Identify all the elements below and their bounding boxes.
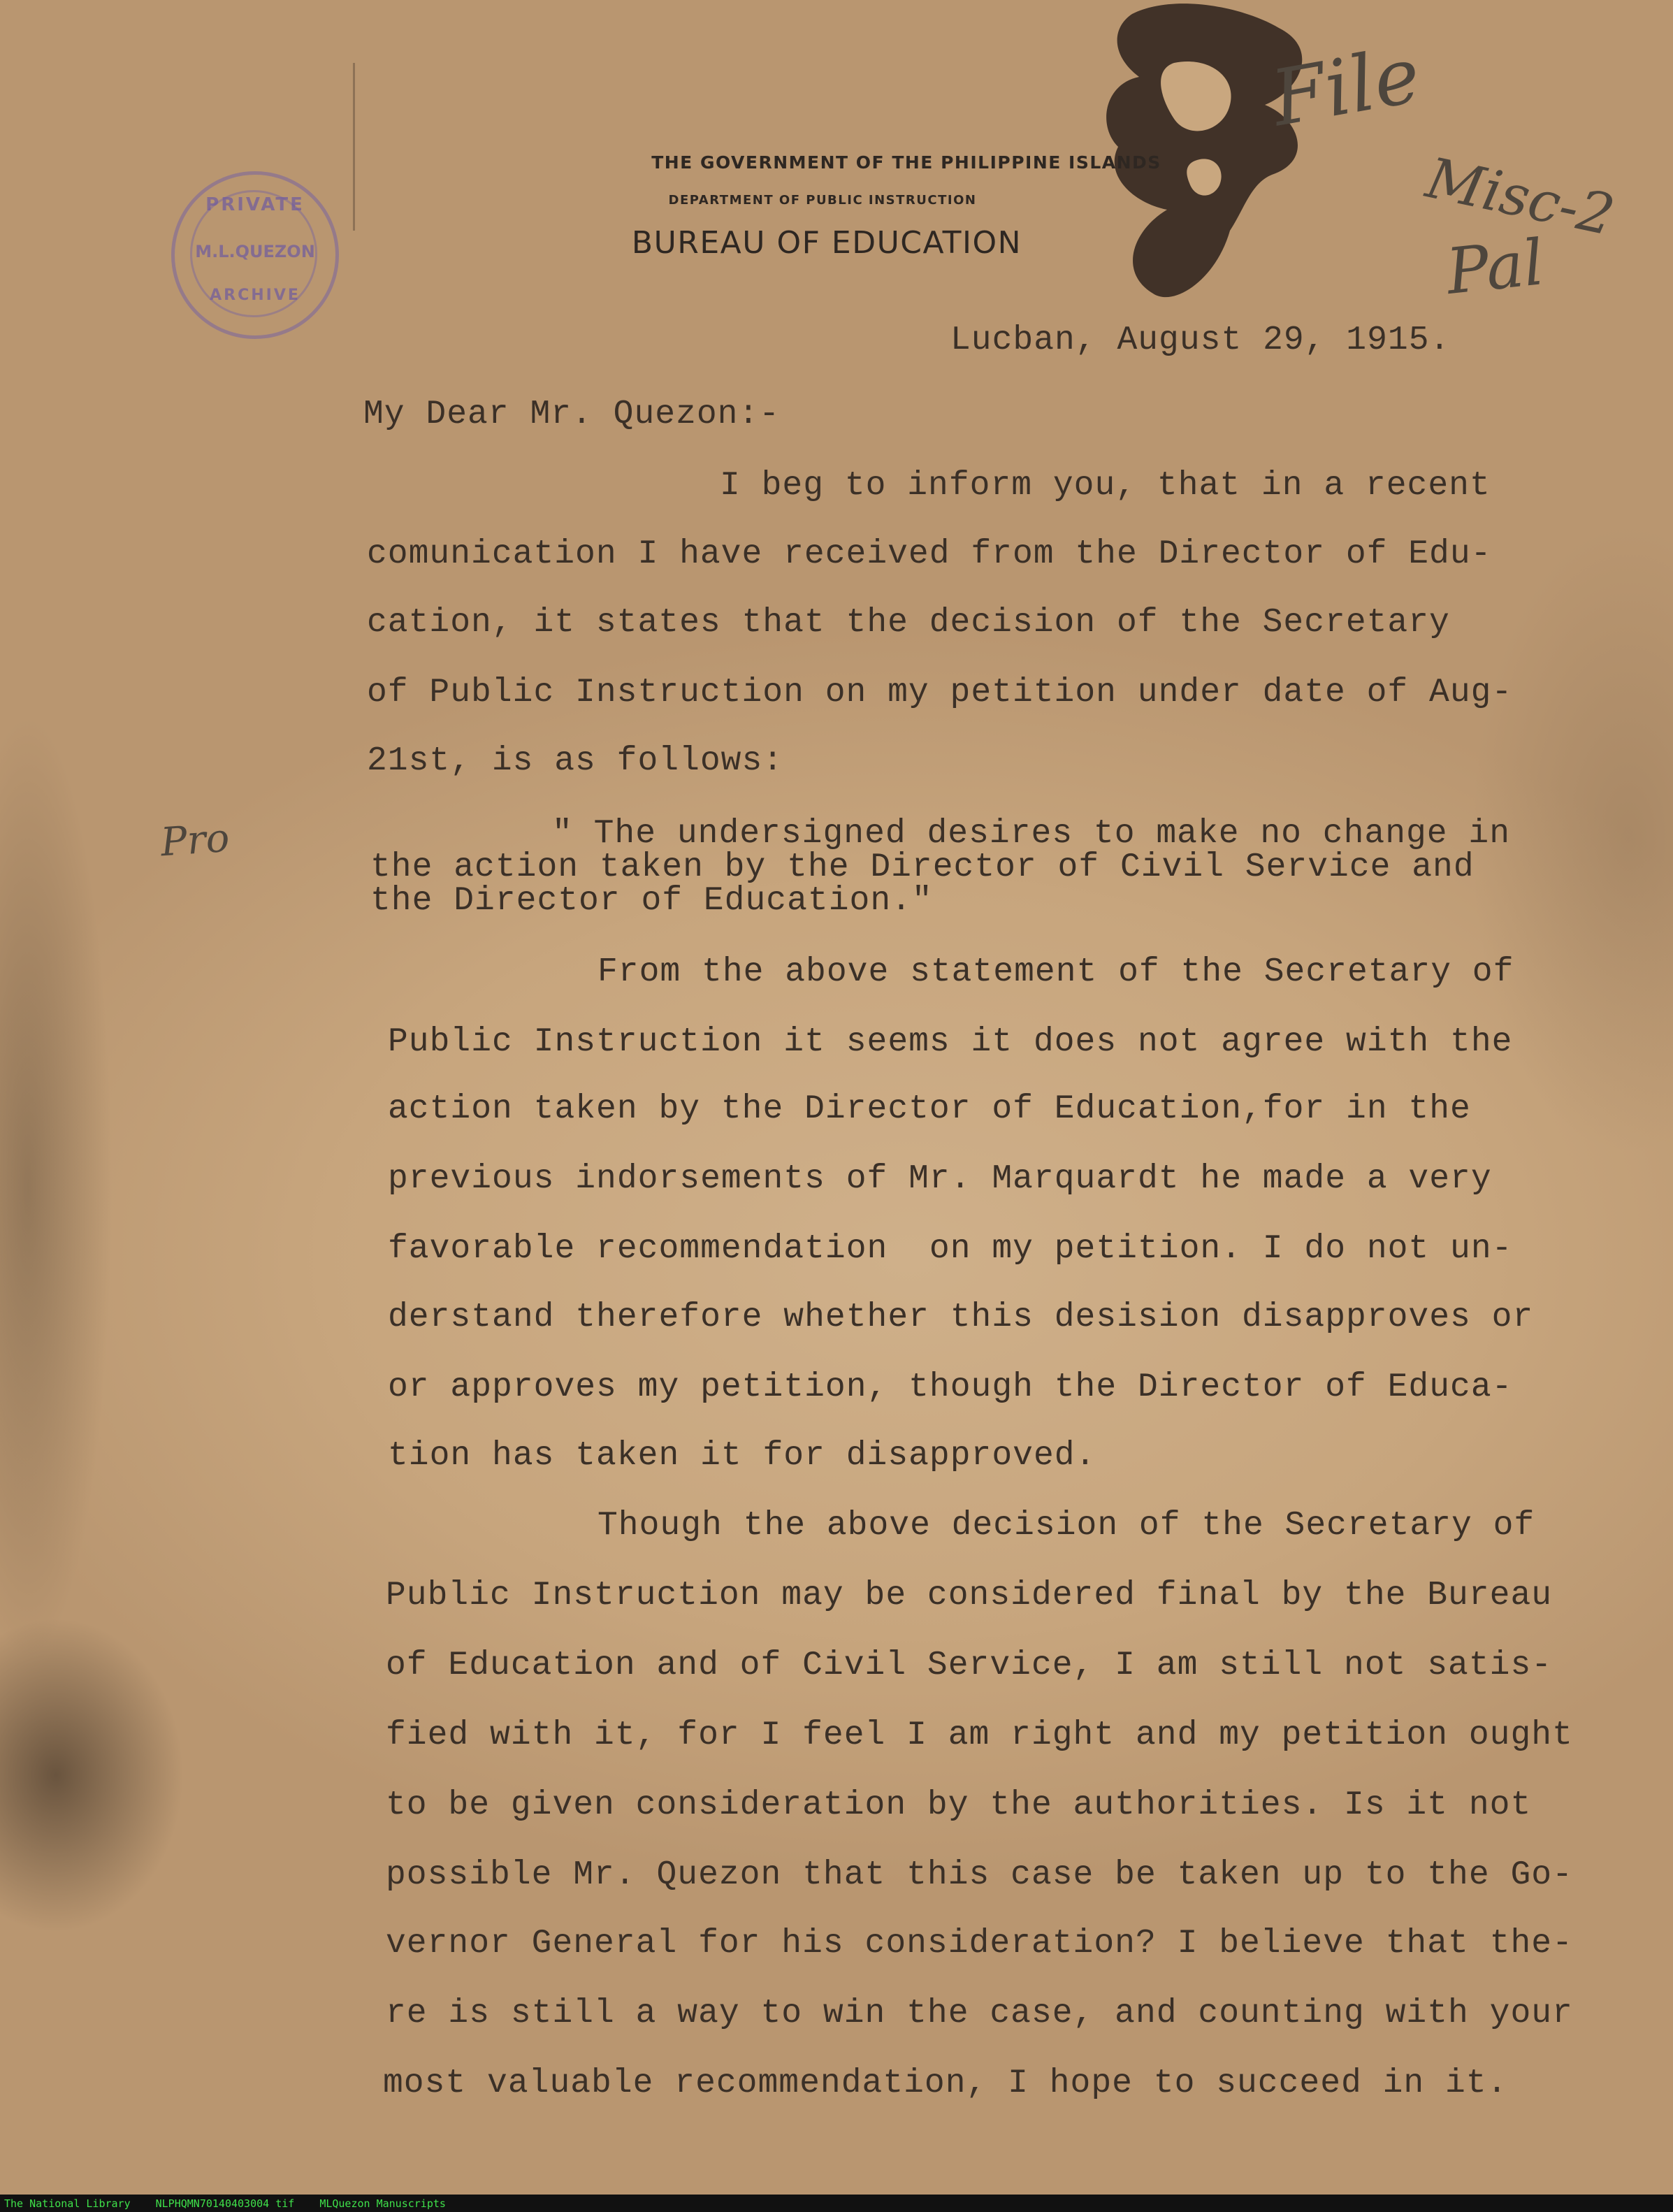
handwritten-misc-note: Misc-2 [1421,145,1621,249]
body-line: tion has taken it for disapproved. [388,1437,1096,1475]
body-line: I beg to inform you, that in a recent [720,467,1491,505]
body-line: previous indorsements of Mr. Marquardt he made a very [388,1160,1492,1198]
letterhead-government: THE GOVERNMENT OF THE PHILIPPINE ISLANDS [651,152,1161,173]
body-line: possible Mr. Quezon that this case be taken up to the Go- [386,1856,1573,1894]
body-line: fied with it, for I feel I am right and my petition ought [386,1716,1573,1754]
archive-stamp [171,171,339,339]
body-line: cation, it states that the decision of the Secretary [367,604,1450,642]
quote-line: the Director of Education." [370,882,933,920]
body-line: of Public Instruction on my petition under date of Aug- [367,674,1513,711]
footer-library: The National Library [4,2197,131,2210]
salutation: My Dear Mr. Quezon:- [363,396,781,433]
body-line: comunication I have received from the Director of Edu- [367,535,1492,573]
body-line: Though the above decision of the Secretary of [598,1507,1535,1545]
body-line: or approves my petition, though the Director of Educa- [388,1368,1513,1406]
body-line: favorable recommendation on my petition. I do not un- [388,1230,1513,1268]
quote-line: " The undersigned desires to make no change in [552,815,1511,853]
footer-file-id: NLPHQMN70140403004 tif [155,2197,295,2210]
body-line: 21st, is as follows: [367,742,784,780]
body-line: most valuable recommendation, I hope to succeed in it. [383,2065,1508,2102]
dateline: Lucban, August 29, 1915. [950,321,1451,359]
body-line: vernor General for his consideration? I believe that the- [386,1925,1573,1962]
body-line: re is still a way to win the case, and counting with your [386,1995,1573,2032]
handwritten-pal-note: Pal [1442,226,1548,309]
body-line: Public Instruction may be considered final by the Bureau [386,1577,1553,1614]
body-line: Public Instruction it seems it does not agree with the [388,1023,1513,1061]
handwritten-pro-note: Pro [159,815,231,866]
letterhead-department: DEPARTMENT OF PUBLIC INSTRUCTION [668,193,977,208]
footer-collection: MLQuezon Manuscripts [319,2197,446,2210]
body-line: of Education and of Civil Service, I am still not satis- [386,1647,1553,1684]
handwritten-file-note: File [1265,29,1427,144]
stamp-middle-text: M.L.QUEZON [195,242,315,261]
letterhead-bureau: BUREAU OF EDUCATION [631,225,1022,261]
stamp-bottom-text: ARCHIVE [210,287,300,304]
body-line: to be given consideration by the authorities. Is it not [386,1786,1532,1824]
scan-footer-bar [0,2195,1673,2212]
quote-line: the action taken by the Director of Civil Service and [370,848,1475,886]
body-line: derstand therefore whether this desision disapproves or [388,1299,1534,1336]
body-line: action taken by the Director of Education,for in the [388,1090,1471,1128]
body-line: From the above statement of the Secretary of [598,953,1514,991]
stamp-top-text: PRIVATE [205,194,305,215]
